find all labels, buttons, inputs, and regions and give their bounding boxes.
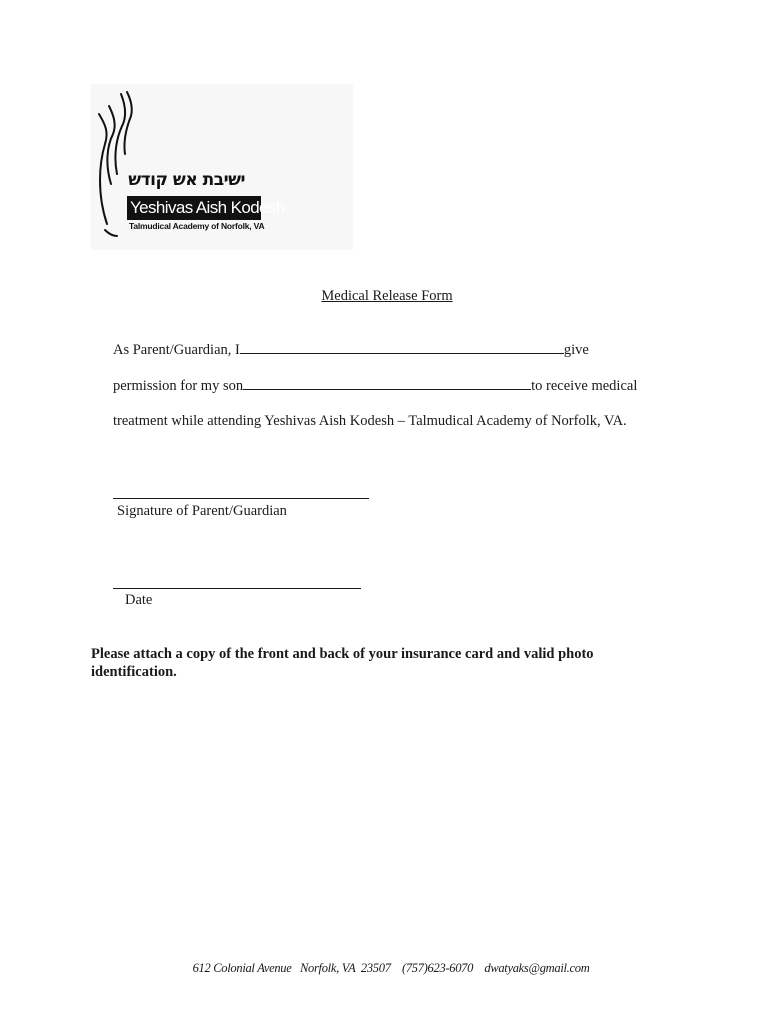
- school-subtitle: Talmudical Academy of Norfolk, VA: [129, 221, 265, 231]
- school-logo: [91, 84, 353, 250]
- footer-contact: [0, 961, 770, 976]
- son-name-blank[interactable]: [243, 377, 531, 390]
- footer-address: 612 Colonial Avenue: [192, 961, 292, 975]
- english-school-name: Yeshivas Aish Kodesh: [127, 196, 261, 220]
- signature-label: Signature of Parent/Guardian: [117, 503, 287, 519]
- date-label: Date: [125, 592, 153, 608]
- son-line: [113, 377, 637, 395]
- guardian-name-blank[interactable]: [240, 341, 564, 354]
- footer-city: Norfolk, VA 23507: [299, 961, 391, 975]
- footer-phone: (757)623-6070: [401, 961, 474, 975]
- treatment-line: treatment while attending Yeshivas Aish Kodesh – Talmudical Academy of Norfolk, VA.: [113, 413, 627, 429]
- guardian-line-prefix: As Parent/Guardian, I: [113, 342, 240, 358]
- hebrew-school-name: ישיבת אש קודש: [128, 170, 245, 190]
- date-line[interactable]: [113, 588, 361, 589]
- guardian-line: [113, 341, 589, 359]
- guardian-line-suffix: give: [563, 342, 589, 358]
- son-line-prefix: permission for my son: [113, 378, 244, 394]
- insurance-notice: Please attach a copy of the front and back of your insurance card and valid photo identification.: [91, 646, 594, 680]
- son-line-suffix: to receive medical: [531, 378, 638, 394]
- signature-line[interactable]: [113, 498, 369, 499]
- footer-email: dwatyaks@gmail.com: [484, 961, 590, 975]
- form-title: Medical Release Form: [321, 288, 453, 304]
